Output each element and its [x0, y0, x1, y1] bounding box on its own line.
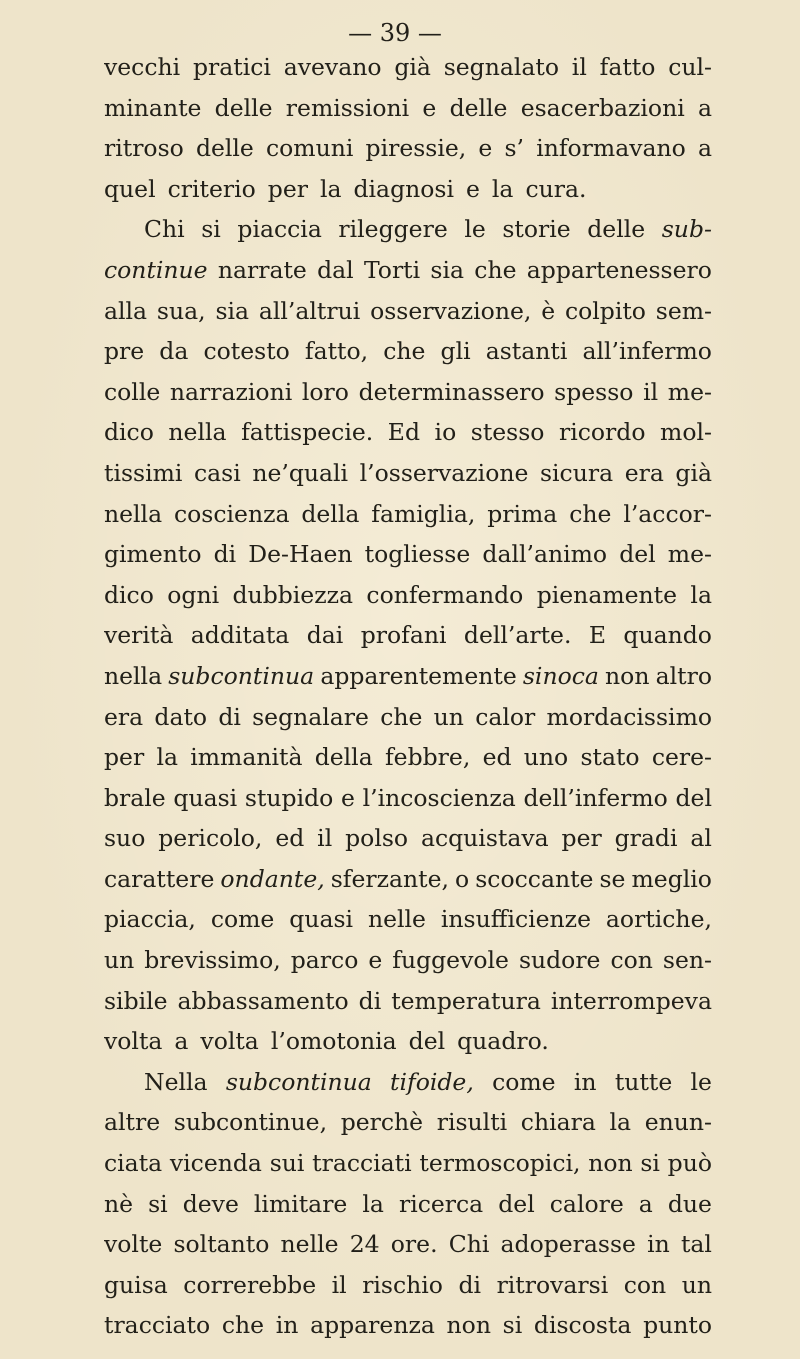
text-word: quando — [623, 621, 712, 650]
text-word: soltanto — [173, 1230, 270, 1259]
text-word: ritroso — [104, 134, 184, 163]
text-line — [104, 372, 712, 413]
text-line — [104, 1021, 712, 1062]
text-word: dell’infermo — [523, 783, 668, 812]
text-word: cotesto — [203, 337, 290, 366]
text-word: enun- — [644, 1108, 712, 1137]
text-word: uno — [523, 743, 569, 772]
text-word: E — [588, 621, 607, 650]
text-word: si — [502, 1311, 523, 1340]
text-word: il — [317, 824, 333, 853]
text-word: sua, — [156, 296, 206, 325]
text-word: brale — [104, 783, 166, 812]
text-word: correrebbe — [183, 1270, 317, 1299]
text-word: volte — [104, 1230, 163, 1259]
text-word: che — [569, 499, 612, 528]
text-line — [104, 818, 712, 859]
text-word: piaccia, — [104, 905, 196, 934]
text-line — [104, 1143, 712, 1184]
text-word: sferzante, — [330, 864, 449, 893]
text-word: fatto, — [304, 337, 369, 366]
text-word: il — [571, 53, 587, 81]
text-word: famiglia, — [371, 499, 476, 528]
text-word: se — [599, 864, 626, 893]
text-word: gradi — [614, 824, 678, 853]
text-word: a — [174, 1027, 189, 1056]
text-word: verità — [104, 621, 174, 650]
text-word: 24 — [349, 1230, 380, 1259]
text-word: si — [640, 1149, 660, 1178]
text-word: ne’quali — [252, 458, 349, 487]
text-word: sicura — [539, 458, 614, 487]
text-word: altro — [655, 661, 712, 690]
text-word: esacerbazioni — [520, 93, 685, 122]
text-word: pericolo, — [158, 824, 263, 853]
text-word: fattispecie. — [241, 418, 374, 447]
text-line — [104, 88, 712, 129]
text-word: piressie, — [365, 134, 467, 163]
text-word: tifoide, — [390, 1067, 474, 1096]
text-line — [104, 575, 712, 616]
text-word: come — [210, 905, 275, 934]
text-word: vicenda — [169, 1149, 262, 1178]
text-word: subcontinue, — [173, 1108, 328, 1137]
text-word: si — [148, 1189, 168, 1218]
text-word: temperatura — [391, 986, 541, 1015]
text-word: sinoca — [522, 661, 599, 690]
text-word: Ed — [387, 418, 420, 447]
text-line — [104, 47, 712, 88]
text-line — [104, 331, 712, 372]
text-word: informavano — [536, 134, 686, 163]
text-word: che — [474, 255, 517, 284]
text-word: ricerca — [398, 1189, 484, 1218]
text-word: non — [588, 1149, 633, 1178]
text-word: storie — [502, 215, 571, 244]
text-word: De-Haen — [248, 540, 353, 569]
text-word: quasi — [289, 905, 354, 934]
text-word: dico — [104, 580, 154, 609]
text-word: avevano — [283, 53, 382, 81]
text-word: ore. — [390, 1230, 438, 1259]
text-word: ciata — [104, 1149, 163, 1178]
text-word: tutte — [614, 1067, 673, 1096]
text-word: in — [573, 1067, 597, 1096]
text-word: subcontinua — [168, 661, 315, 690]
text-word: ed — [482, 743, 512, 772]
text-word: adoperasse — [500, 1230, 636, 1259]
text-word: e — [340, 783, 355, 812]
text-word: la — [690, 580, 712, 609]
text-word: il — [331, 1270, 347, 1299]
text-line — [104, 128, 712, 169]
text-word: per — [104, 743, 145, 772]
text-word: acquistava — [420, 824, 549, 853]
text-word: ondante, — [220, 864, 325, 893]
text-line — [104, 453, 712, 494]
text-word: nella — [168, 418, 227, 447]
text-word: meglio — [631, 864, 712, 893]
text-word: per — [561, 824, 602, 853]
text-word: punto — [643, 1311, 712, 1340]
text-word: Chi — [448, 1230, 490, 1259]
text-word: l’accor- — [623, 499, 712, 528]
text-word: a — [697, 93, 712, 122]
body-text — [104, 47, 712, 1346]
text-word: determinassero — [358, 377, 545, 406]
text-word: interrompeva — [550, 986, 712, 1015]
text-word: carattere — [104, 864, 215, 893]
text-word: suo — [104, 824, 146, 853]
text-line — [104, 1102, 712, 1143]
text-word: da — [159, 337, 189, 366]
text-word: con — [623, 1270, 667, 1299]
text-word: comuni — [266, 134, 354, 163]
text-word: rileggere — [338, 215, 448, 244]
text-word: pratici — [192, 53, 271, 81]
text-word: remissioni — [285, 93, 410, 122]
text-word: gli — [440, 337, 471, 366]
text-word: all’altrui — [258, 296, 361, 325]
text-word: prima — [487, 499, 558, 528]
text-word: subcontinua — [225, 1067, 372, 1096]
text-word: polso — [345, 824, 409, 853]
text-word: termoscopici, — [419, 1149, 581, 1178]
text-word: e — [368, 946, 383, 975]
text-word: dell’arte. — [463, 621, 572, 650]
text-line — [104, 169, 712, 210]
text-word: ogni — [167, 580, 220, 609]
text-word: ed — [275, 824, 305, 853]
text-word: me- — [667, 377, 712, 406]
text-word: un — [681, 1270, 712, 1299]
text-word: segnalare — [252, 702, 369, 731]
text-word: appartenessero — [526, 255, 712, 284]
text-word: piaccia — [237, 215, 322, 244]
text-word: dato — [154, 702, 208, 731]
text-word: del — [408, 1027, 446, 1056]
text-word: fuggevole — [392, 946, 509, 975]
text-word: o — [455, 864, 470, 893]
text-word: discosta — [533, 1311, 632, 1340]
text-word: la — [609, 1108, 632, 1137]
text-word: dal — [317, 255, 354, 284]
text-line — [104, 697, 712, 738]
text-word: aortiche, — [605, 905, 712, 934]
text-word: che — [221, 1311, 265, 1340]
text-line — [104, 1062, 712, 1103]
text-word: febbre, — [384, 743, 471, 772]
text-word: al — [690, 824, 712, 853]
text-word: apparentemente — [320, 661, 517, 690]
text-word: l’osservazione — [359, 458, 529, 487]
text-line — [104, 291, 712, 332]
text-word: alla — [104, 296, 148, 325]
text-word: vecchi — [104, 53, 181, 81]
text-word: in — [275, 1311, 299, 1340]
text-word: la — [362, 1189, 384, 1218]
text-word: della — [314, 743, 373, 772]
text-word: diagnosi — [353, 174, 454, 203]
text-word: insufficienze — [440, 905, 591, 934]
text-word: calore — [549, 1189, 624, 1218]
text-word: mordacissimo — [546, 702, 712, 731]
text-line — [104, 1224, 712, 1265]
text-word: immanità — [190, 743, 303, 772]
text-word: e — [465, 174, 480, 203]
text-word: non — [605, 661, 650, 690]
text-word: fatto — [599, 53, 656, 81]
text-word: che — [380, 702, 423, 731]
text-word: Chi — [144, 215, 185, 244]
text-word: loro — [301, 377, 349, 406]
text-word: ritrovarsi — [496, 1270, 609, 1299]
text-line — [104, 778, 712, 819]
text-word: additata — [190, 621, 290, 650]
text-line — [104, 412, 712, 453]
text-word: del — [675, 783, 712, 812]
text-word: si — [201, 215, 221, 244]
text-word: risulti — [436, 1108, 508, 1137]
text-word: dall’animo — [482, 540, 608, 569]
text-word: può — [667, 1149, 712, 1178]
text-line — [104, 981, 712, 1022]
text-word: io — [434, 418, 457, 447]
text-word: osservazione, — [370, 296, 532, 325]
text-word: colpito — [564, 296, 646, 325]
text-word: in — [647, 1230, 670, 1259]
text-word: un — [433, 702, 464, 731]
text-word: un — [104, 946, 135, 975]
text-word: guisa — [104, 1270, 168, 1299]
text-line — [104, 859, 712, 900]
text-line — [104, 1265, 712, 1306]
text-word: rischio — [362, 1270, 443, 1299]
page-number: — 39 — — [348, 19, 442, 47]
text-line — [104, 615, 712, 656]
text-word: con — [610, 946, 653, 975]
text-word: già — [394, 53, 431, 81]
text-word: era — [624, 458, 664, 487]
text-word: quasi — [173, 783, 238, 812]
text-line — [104, 656, 712, 697]
text-word: confermando — [366, 580, 524, 609]
text-word: nella — [104, 661, 163, 690]
text-word: s’ — [504, 134, 525, 163]
text-word: le — [464, 215, 486, 244]
text-word: pre — [104, 337, 145, 366]
text-word: me- — [667, 540, 712, 569]
text-word: l’omotonia — [270, 1027, 397, 1056]
text-word: il — [643, 377, 659, 406]
text-word: calor — [475, 702, 536, 731]
text-word: stupido — [244, 783, 334, 812]
text-word: mol- — [660, 418, 712, 447]
text-word: di — [213, 540, 237, 569]
text-word: spesso — [554, 377, 634, 406]
text-word: dico — [104, 418, 154, 447]
text-line — [104, 209, 712, 250]
text-word: tracciato — [104, 1311, 211, 1340]
text-word: sem- — [655, 296, 712, 325]
text-word: già — [675, 458, 712, 487]
text-word: di — [458, 1270, 482, 1299]
text-word: la — [319, 174, 342, 203]
text-word: minante — [104, 93, 202, 122]
text-line — [104, 899, 712, 940]
text-word: tal — [680, 1230, 712, 1259]
text-word: abbassamento — [177, 986, 349, 1015]
text-word: deve — [182, 1189, 239, 1218]
text-word: brevissimo, — [144, 946, 281, 975]
text-word: e — [478, 134, 493, 163]
text-word: che — [383, 337, 426, 366]
text-word: l’incoscienza — [362, 783, 516, 812]
text-word: del — [619, 540, 656, 569]
text-word: sub- — [661, 215, 712, 244]
text-word: dai — [306, 621, 344, 650]
text-word: la — [491, 174, 514, 203]
text-word: cura. — [525, 174, 587, 203]
text-word: sen- — [662, 946, 712, 975]
text-word: della — [301, 499, 360, 528]
text-line — [104, 494, 712, 535]
text-word: sudore — [518, 946, 601, 975]
text-word: non — [446, 1311, 491, 1340]
text-word: astanti — [485, 337, 568, 366]
text-line — [104, 1184, 712, 1225]
text-word: continue — [104, 255, 208, 284]
text-word: a — [638, 1189, 653, 1218]
text-line — [104, 1305, 712, 1346]
text-word: scoccante — [475, 864, 594, 893]
text-word: e — [422, 93, 437, 122]
text-word: tissimi — [104, 458, 183, 487]
text-word: colle — [104, 377, 161, 406]
text-word: di — [358, 986, 382, 1015]
text-word: narrate — [217, 255, 307, 284]
text-word: segnalato — [443, 53, 559, 81]
text-word: apparenza — [310, 1311, 435, 1340]
text-word: casi — [193, 458, 241, 487]
text-word: era — [104, 702, 144, 731]
text-word: nè — [104, 1189, 134, 1218]
text-word: come — [492, 1067, 556, 1096]
text-word: stesso — [470, 418, 545, 447]
text-line — [104, 737, 712, 778]
text-word: ricordo — [559, 418, 646, 447]
text-word: gimento — [104, 540, 202, 569]
text-word: delle — [214, 93, 273, 122]
text-word: due — [667, 1189, 712, 1218]
text-word: volta — [104, 1027, 163, 1056]
text-word: le — [690, 1067, 712, 1096]
text-word: stato — [580, 743, 640, 772]
text-word: coscienza — [173, 499, 290, 528]
text-word: di — [218, 702, 241, 731]
text-word: sibile — [104, 986, 168, 1015]
text-line — [104, 250, 712, 291]
text-word: cere- — [651, 743, 712, 772]
text-word: chiara — [520, 1108, 596, 1137]
text-line — [104, 534, 712, 575]
text-word: narrazioni — [169, 377, 293, 406]
text-line — [104, 940, 712, 981]
text-word: sia — [430, 255, 465, 284]
text-word: Torti — [363, 255, 421, 284]
text-word: per — [267, 174, 308, 203]
text-word: tracciati — [312, 1149, 412, 1178]
text-word: Nella — [144, 1067, 208, 1096]
text-word: togliesse — [364, 540, 471, 569]
text-word: limitare — [253, 1189, 348, 1218]
text-word: nelle — [280, 1230, 339, 1259]
text-word: a — [697, 134, 712, 163]
text-word: delle — [449, 93, 508, 122]
text-word: delle — [195, 134, 254, 163]
text-word: altre — [104, 1108, 161, 1137]
text-word: delle — [587, 215, 646, 244]
text-word: cul- — [668, 53, 712, 81]
text-word: all’infermo — [582, 337, 712, 366]
text-word: la — [156, 743, 178, 772]
text-word: pienamente — [536, 580, 678, 609]
text-word: criterio — [167, 174, 256, 203]
text-word: è — [541, 296, 556, 325]
text-word: perchè — [340, 1108, 424, 1137]
text-word: nella — [104, 499, 163, 528]
text-word: sui — [269, 1149, 305, 1178]
text-word: parco — [290, 946, 359, 975]
text-word: sia — [215, 296, 250, 325]
text-word: dubbiezza — [232, 580, 353, 609]
text-word: del — [498, 1189, 535, 1218]
text-word: volta — [200, 1027, 259, 1056]
text-word: profani — [360, 621, 447, 650]
text-word: quadro. — [457, 1027, 549, 1056]
text-word: nelle — [367, 905, 426, 934]
text-word: quel — [104, 174, 156, 203]
